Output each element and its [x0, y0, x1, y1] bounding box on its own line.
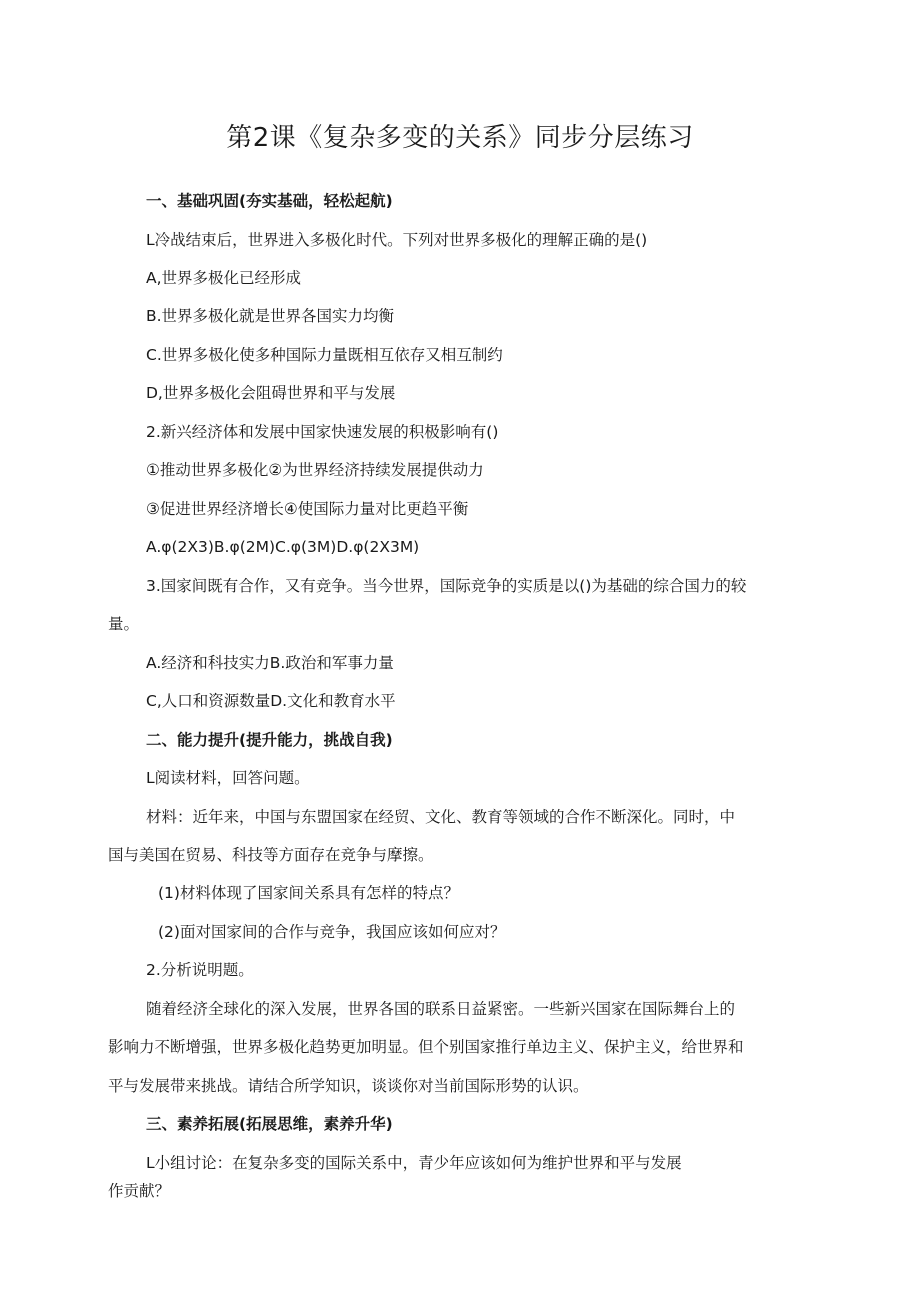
- section-heading-ability: 二、能力提升(提升能力，挑战自我): [146, 731, 393, 749]
- discussion-question-continued: 作贡献？: [108, 1182, 171, 1200]
- reading-question-stem: L阅读材料，回答问题。: [146, 769, 310, 787]
- section-heading-basic: 一、基础巩固(夯实基础，轻松起航): [146, 192, 393, 210]
- sub-question-1: (1)材料体现了国家间关系具有怎样的特点？: [158, 884, 459, 902]
- question-2-item-line: ①推动世界多极化②为世界经济持续发展提供动力: [146, 461, 484, 479]
- question-3-stem-continued: 量。: [108, 615, 140, 633]
- question-1-option-c: C.世界多极化使多种国际力量既相互依存又相互制约: [146, 346, 503, 364]
- material-text: 材料：近年来，中国与东盟国家在经贸、文化、教育等领域的合作不断深化。同时，中: [146, 808, 736, 826]
- analysis-question-stem: 2.分析说明题。: [146, 961, 254, 979]
- section-heading-literacy: 三、素养拓展(拓展思维，素养升华): [146, 1115, 393, 1133]
- page-title: 第2课《复杂多变的关系》同步分层练习: [226, 123, 694, 153]
- question-1-stem: L冷战结束后，世界进入多极化时代。下列对世界多极化的理解正确的是(): [146, 231, 648, 249]
- question-3-options: C,人口和资源数量D.文化和教育水平: [146, 692, 396, 710]
- discussion-question: L小组讨论：在复杂多变的国际关系中，青少年应该如何为维护世界和平与发展: [146, 1154, 682, 1172]
- sub-question-2: (2)面对国家间的合作与竞争，我国应该如何应对？: [158, 923, 506, 941]
- analysis-question-text: 随着经济全球化的深入发展，世界各国的联系日益紧密。一些新兴国家在国际舞台上的: [146, 1000, 736, 1018]
- question-2-stem: 2.新兴经济体和发展中国家快速发展的积极影响有(): [146, 423, 499, 441]
- material-text-continued: 国与美国在贸易、科技等方面存在竞争与摩擦。: [108, 846, 434, 864]
- analysis-question-text: 平与发展带来挑战。请结合所学知识，谈谈你对当前国际形势的认识。: [108, 1077, 589, 1095]
- question-2-item-line: ③促进世界经济增长④使国际力量对比更趋平衡: [146, 500, 469, 518]
- analysis-question-text: 影响力不断增强，世界多极化趋势更加明显。但个别国家推行单边主义、保护主义，给世界和: [108, 1038, 744, 1056]
- question-1-option-d: D,世界多极化会阻碍世界和平与发展: [146, 384, 396, 402]
- question-1-option-b: B.世界多极化就是世界各国实力均衡: [146, 307, 395, 325]
- question-2-options: A.φ(2X3)B.φ(2M)C.φ(3M)D.φ(2X3M): [146, 538, 420, 556]
- question-1-option-a: A,世界多极化已经形成: [146, 269, 302, 287]
- question-3-stem: 3.国家间既有合作，又有竞争。当今世界，国际竞争的实质是以()为基础的综合国力的较: [146, 577, 747, 595]
- question-3-options: A.经济和科技实力B.政治和军事力量: [146, 654, 394, 672]
